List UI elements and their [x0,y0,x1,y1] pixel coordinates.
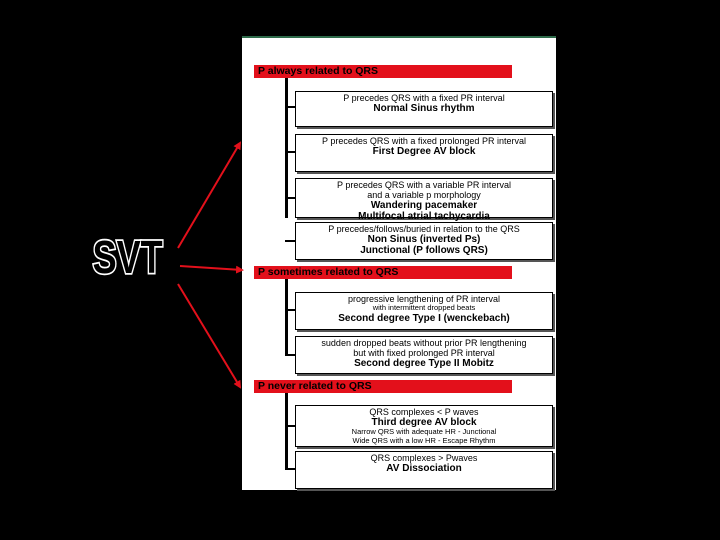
box-line: QRS complexes < P waves [369,407,479,417]
box-line-bold: Non Sinus (inverted Ps) [367,234,481,245]
box-line-small: Narrow QRS with adequate HR - Junctional [351,427,497,436]
box-line: sudden dropped beats without prior PR lengthening [321,338,527,348]
box-line: but with fixed prolonged PR interval [353,348,495,358]
box-line: progressive lengthening of PR interval [347,294,501,304]
box-line: and a variable p morphology [367,190,481,200]
box-line-bold: Second degree Type I (wenckebach) [338,312,510,324]
box-line: QRS complexes > Pwaves [370,453,478,463]
box-line-bold: AV Dissociation [386,463,462,474]
box-line-bold: First Degree AV block [372,146,476,157]
svt-text: SVT [92,231,163,284]
arrow-to-section-1 [178,143,240,248]
header-p-never: P never related to QRS [254,380,512,393]
box-line: P precedes QRS with a variable PR interval [337,180,511,190]
box-line-bold: Normal Sinus rhythm [373,103,475,114]
box-line-bold: Second degree Type II Mobitz [354,358,494,369]
box-line-bold: Wandering pacemaker [370,200,478,211]
box-line: P precedes QRS with a fixed PR interval [343,93,505,103]
box-line: P precedes/follows/buried in relation to the QRS [328,224,520,234]
header-p-sometimes: P sometimes related to QRS [254,266,512,279]
box-line: P precedes QRS with a fixed prolonged PR interval [322,136,526,146]
box-line-small: Wide QRS with a low HR - Escape Rhythm [352,435,496,445]
arrow-to-section-3 [178,284,240,387]
box-line-bold: Junctional (P follows QRS) [360,245,488,256]
box-line-small: with intermittent dropped beats [372,303,476,312]
box-line-bold: Multifocal atrial tachycardia [358,211,490,222]
box-line-bold: Third degree AV block [371,417,477,428]
arrow-to-section-2 [180,266,242,270]
header-p-always: P always related to QRS [254,65,512,78]
